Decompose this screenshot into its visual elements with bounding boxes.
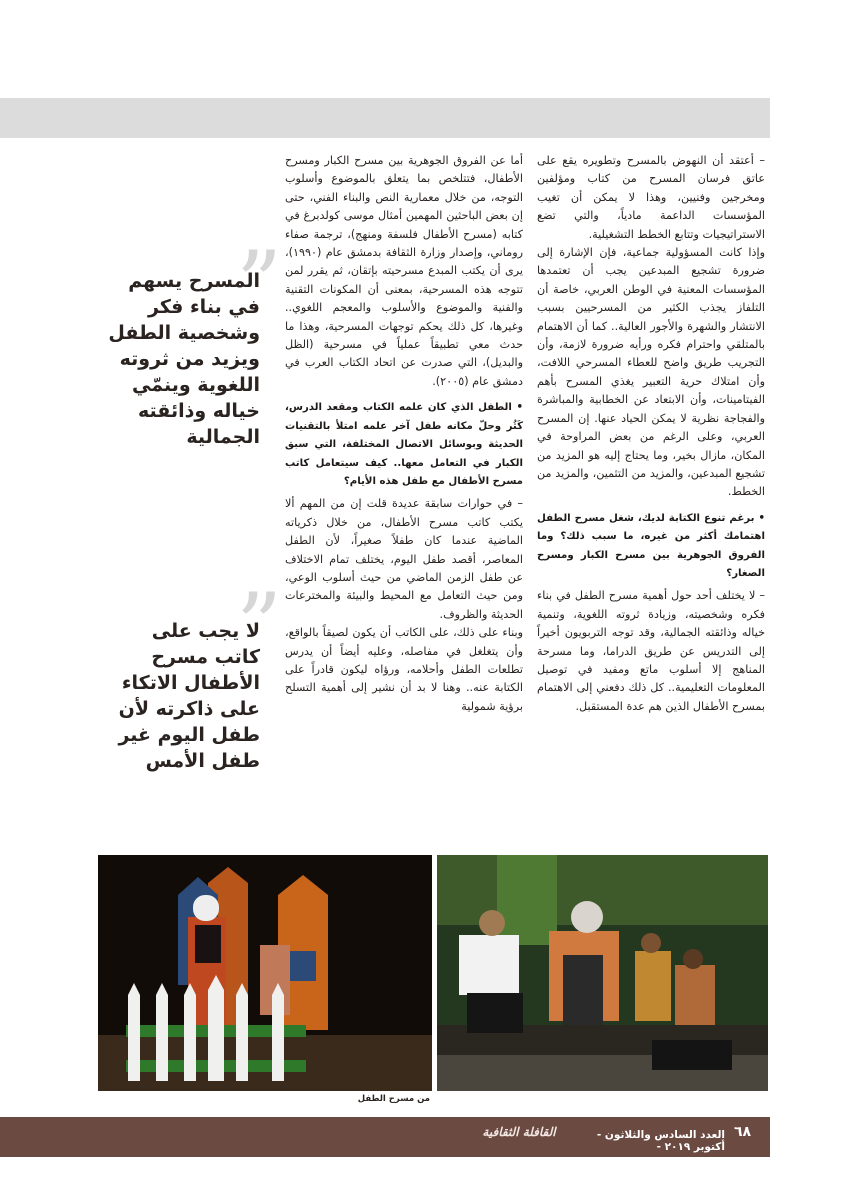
photo-stage-fence-illustration	[98, 855, 432, 1091]
paragraph: وإذا كانت المسؤولية جماعية، فإن الإشارة إلى ضرورة تشجيع المبدعين يجب أن تعتمدها المؤسسات المعنية في الوطن العربي، خاصة أن التلفاز يجذب الكثير من المسرحيين بسبب الانتشار والشهرة والأجور العالية.. كما أن الاهتمام بالمتلقي واحترام فكره ورأيه ضرورة لازمة، وأن التجريب طريق واضح للعطاء المسرحي اللافت، وأن امتلاك حرية التعبير يغذي المسرح بأهم الفيتامينات، وأن الابتعاد عن الخطابية والمباشرة والفجاجة نظرية لا يمكن الحياد عنها. إن المسرح العربي، وعلى الرغم من بعض المراوحة في المكان، مازال بخير، وما يحتاج إليه هو المزيد من تشجيع المبدعين، والمزيد من التثمين، والمزيد من الخطط.	[537, 246, 765, 499]
pull-quote-2: لا يجب على كاتب مسرح الأطفال الاتكاء على ذاكرته لأن طفل اليوم غير طفل الأمس	[118, 620, 260, 772]
page-number: ٦٨	[734, 1124, 752, 1140]
header-band	[0, 98, 770, 138]
paragraph: – أعتقد أن النهوض بالمسرح وتطويره يقع على عاتق فرسان المسرح من كتاب ومؤلفين ومخرجين وفنيين، وهذا لا يمكن أن تغيب المؤسسات الداعمة مادياً، والتي تضع الاستراتيجيات وتتابع الخطط التشغيلية.	[537, 154, 765, 241]
photo-stage-actors	[437, 855, 768, 1091]
paragraph: أما عن الفروق الجوهرية بين مسرح الكبار ومسرح الأطفال، فتتلخص بما يتعلق بالموضوع وأسلوب التوجه، من خلال معمارية النص والبناء الفني، حتى إن بعض الباحثين المهمين أمثال موسى كولدبرغ في كتابه (مسرح الأطفال فلسفة ومنهج)، ترجمة صفاء روماني، وإصدار وزارة الثقافة بدمشق عام (١٩٩٠)، يرى أن يكتب المبدع مسرحيته بإتقان، ثم يقرر لمن تتوجه هذه المسرحية، بمعنى أن المكونات التقنية والفنية والموضوع والأسلوب والمعجم اللغوي.. وغيرها، كل ذلك يحكم توجهات المسرحية، وهذا ما حدث معي تطبيقاً عملياً في مسرحية (الظل والبديل)، التي صدرت عن اتحاد الكتاب العرب في دمشق عام (٢٠٠٥).	[285, 154, 523, 388]
article-column-right	[537, 152, 765, 716]
quote-mark-icon: ”	[236, 232, 283, 337]
interview-question: • برغم تنوع الكتابة لديك، شغل مسرح الطفل اهتمامك أكثر من غيره، ما سبب ذلك؟ وما الفروق الجوهرية بين مسرح الكبار ومسرح الصغار؟	[537, 512, 765, 579]
article-column-middle	[285, 152, 523, 716]
interview-question: • الطفل الذي كان علمه الكتاب ومقعد الدرس، كَثُر وحلّ مكانه طفل آخر علمه امتلأ بالتقنيات الحديثة وبوسائل الاتصال المختلفة، التي سبق الكبار في التعامل معها.. كيف سيتعامل كاتب مسرح الأطفال مع طفل هذه الأيام؟	[285, 402, 523, 487]
paragraph: وبناء على ذلك، على الكاتب أن يكون لصيقاً بالواقع، وأن يتغلغل في مفاصله، وعليه أيضاً أن يدرس تطلعات الطفل وأحلامه، ورؤاه ليكون قادراً على الكتابة عنه.. وهنا لا بد أن نشير إلى أهمية التسلح برؤية شمولية	[285, 626, 523, 713]
photo-stage-actors-illustration	[437, 855, 768, 1091]
interview-answer: – في حوارات سابقة عديدة قلت إن من المهم ألا يكتب كاتب مسرح الأطفال، من خلال ذكرياته الماضية عندما كان طفلاً صغيراً، لأن الطفل المعاصر، أقصد طفل اليوم، يختلف تمام الاختلاف عن طفل الزمن الماضي من حيث أسلوب الوعي، ومن حيث التعامل مع المحيط والبيئة والمخترعات الحديثة والظروف.	[285, 497, 523, 621]
footer-issue: العدد السادس والثلاثون - أكتوبر ٢٠١٩ -	[596, 1129, 725, 1153]
interview-answer: – لا يختلف أحد حول أهمية مسرح الطفل في بناء فكره وشخصيته، وزيادة ثروته اللغوية، وتنمية خياله وذائقته الجمالية، وقد توجه التربويون أخيراً إلى التدريس عن طريق الدراما، وما مسرحة المناهج إلا أسلوب ماتع ومفيد في توصيل المعلومات التعليمية.. كل ذلك دفعني إلى الاهتمام بمسرح الأطفال الذين هم عدة المستقبل.	[537, 589, 765, 713]
photo-caption: من مسرح الطفل	[357, 1094, 430, 1104]
magazine-logo: القافلة الثقافية	[482, 1125, 556, 1139]
photo-stage-fence	[98, 855, 432, 1091]
pull-quote-1: المسرح يسهم في بناء فكر وشخصية الطفل ويزيد من ثروته اللغوية وينمّي خياله وذائقته الجمالية	[108, 270, 260, 448]
quote-mark-icon: ”	[236, 574, 283, 679]
